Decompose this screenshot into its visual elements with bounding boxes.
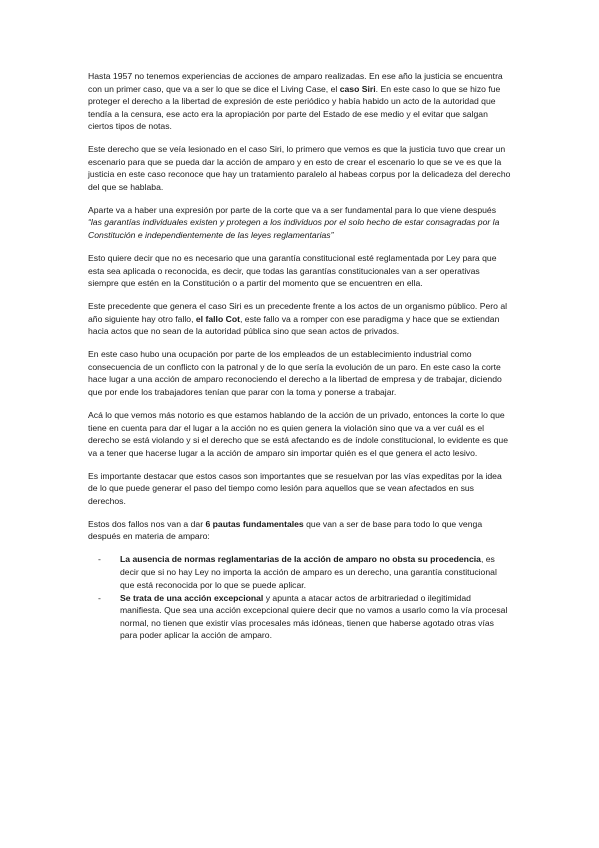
paragraph-garantia-constitucional: Esto quiere decir que no es necesario que una garantía constitucional esté reglamentada por Ley para que esta sea aplicada o reconocida, es decir, que todas las garantías constitucionales van a ser operativas siempre que estén en la Constitución o a partir del momento que se encuentren en ella. [88, 253, 497, 289]
paragraph-derecho-lesionado: Este derecho que se veía lesionado en el caso Siri, lo primero que vemos es que la justicia tuvo que crear un escenario para que se pueda dar la acción de amparo y en esto de crear el escenario lo que se ve es que la justicia en este caso reconoce que hay un tratamiento paralelo al habeas corpus por la delicadeza del derecho del que se hablaba. [88, 144, 511, 192]
paragraph-vias-expeditas: Es importante destacar que estos casos son importantes que se resuelvan por las vías expeditas por la idea de lo que puede generar el paso del tiempo como lesión para aquellos que se vean afectados en sus derechos. [88, 470, 502, 506]
paragraph-fallo-cot: Este precedente que genera el caso Siri es un precedente frente a los actos de un organismo público. Pero al año siguiente hay otro fallo, el fallo Cot, este fallo va a romper con ese paradigma y hace que se extiendan hacia actos que no sean de la autoridad pública sino que sean actos de privados. [88, 301, 508, 337]
paragraph-accion-privado: Acá lo que vemos más notorio es que estamos hablando de la acción de un privado, entonces la corte lo que tiene en cuenta para dar el lugar a la acción no es quien genera la violación sino que va a ver cuál es el derecho se está violando y si el derecho que se está afectando es de índole constitucional, lo evidente es que va a tener que hacerse lugar a la acción de amparo sin importar quién es el que genera el acto lesivo. [88, 410, 509, 458]
bullet-dash: - [98, 592, 101, 603]
paragraph-pautas-intro: Estos dos fallos nos van a dar 6 pautas fundamentales que van a ser de base para todo lo que venga después en materia de amparo: [88, 518, 483, 542]
bullet-dash: - [98, 554, 101, 565]
paragraph-ocupacion-empleados: En este caso hubo una ocupación por parte de los empleados de un establecimiento industrial como consecuencia de un conflicto con la patronal y de lo que sería la evolución de un paro. En este caso la corte hace lugar a una acción de amparo reconociendo el derecho a la libertad de empresa y de trabajar, diciendo que por ende los trabajadores tenían que parar con la toma y ponerse a trabajar. [88, 349, 502, 397]
paragraph-caso-siri-intro: Hasta 1957 no tenemos experiencias de acciones de amparo realizadas. En ese año la justicia se encuentra con un primer caso, que va a ser lo que se dice el Living Case, el caso Siri. En este caso lo que se hizo fue proteger el derecho a la libertad de expresión de este periódico y había habido un acto de la autoridad que tendía a la censura, ese acto era la apropiación por parte del Estado de ese medio y el evitar que salgan ciertos tipos de notas. [88, 71, 503, 132]
list-item: - La ausencia de normas reglamentarias de la acción de amparo no obsta su procedencia, es decir que si no hay Ley no importa la acción de amparo es un derecho, una garantía constitucional que está reconocida por lo que se puede aplicar. [98, 554, 497, 590]
pautas-list [88, 553, 511, 641]
paragraph-expresion-corte: Aparte va a haber una expresión por parte de la corte que va a ser fundamental para lo que viene después “las garantías individuales existen y protegen a los individuos por el solo hecho de estar consagradas por la Constitución e independientemente de las leyes reglamentarias” [88, 204, 500, 241]
list-item: - Se trata de una acción excepcional y apunta a atacar actos de arbitrariedad o ilegitimidad manifiesta. Que sea una acción excepcional quiere decir que no vamos a usarlo como la vía procesal normal, no tienen que existir vías procesales más idóneas, tienen que haberse agotado otras vías para poder aplicar la acción de amparo. [98, 592, 508, 641]
quote-garantias-individuales: “las garantías individuales existen y protegen a los individuos por el solo hecho de estar consagradas por la Constitución e independientemente de las leyes reglamentarias” [88, 217, 500, 241]
